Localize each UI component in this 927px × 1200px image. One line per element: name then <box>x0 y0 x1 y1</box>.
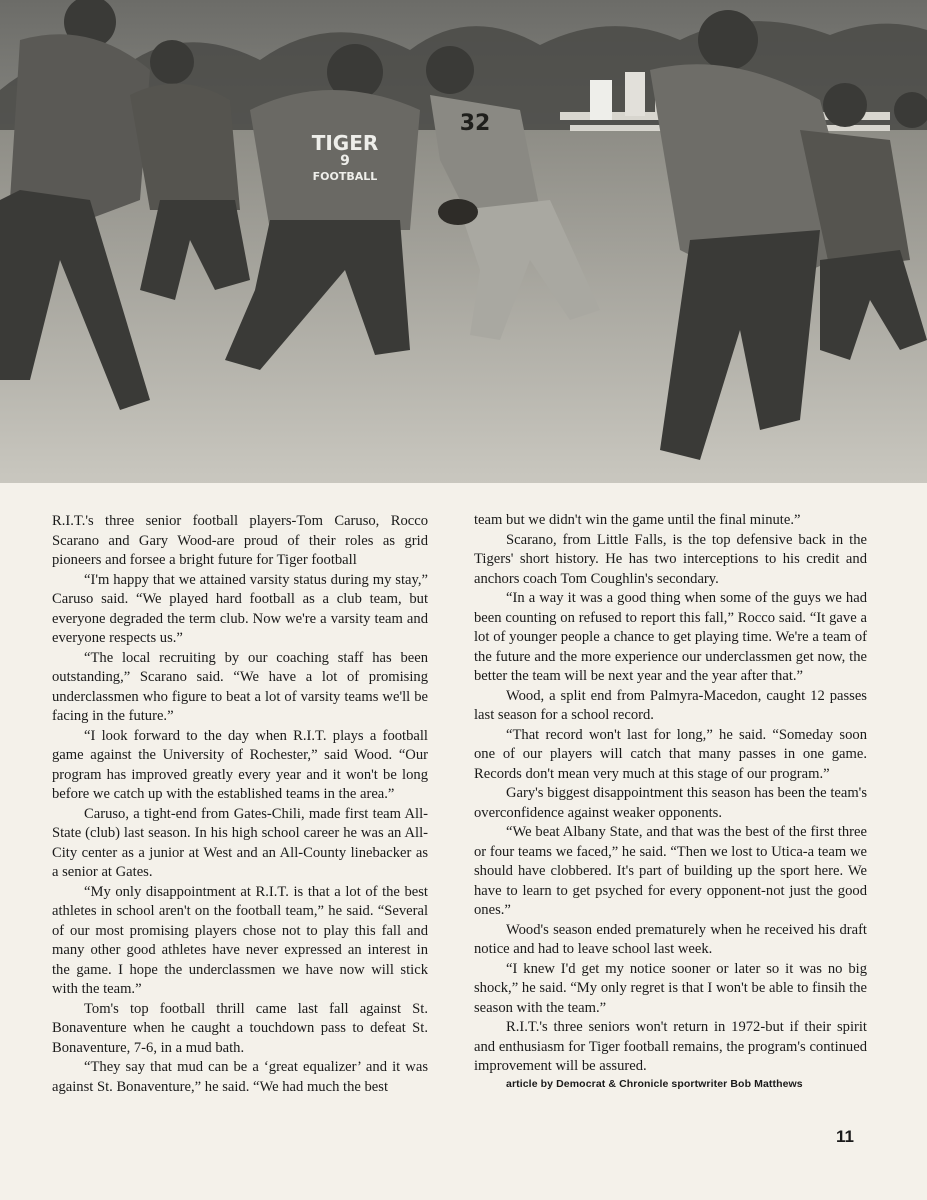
football-photo <box>0 0 927 483</box>
jersey-number: 9 <box>340 153 350 169</box>
article-paragraph: “That record won't last for long,” he said. “Someday soon one of our players will catch that many passes in one game. Records don't mean very much at this stage of our program.” <box>474 726 867 782</box>
article-paragraph: Gary's biggest disappointment this season has been the team's overconfidence against weaker opponents. <box>474 785 867 821</box>
article-paragraph: R.I.T.'s three seniors won't return in 1972-but if their spirit and enthusiasm for Tiger football remains, the program's continued improvement will be assured. <box>474 1019 867 1074</box>
article-paragraph: Caruso, a tight-end from Gates-Chili, made first team All-State (club) last season. In his high school career he was an All-City center as a junior at West and an All-County linebacker as a senior at Gates. <box>52 805 428 880</box>
jersey-text: TIGER <box>311 131 379 155</box>
article-paragraph: Wood, a split end from Palmyra-Macedon, caught 12 passes last season for a school record. <box>474 687 867 723</box>
article-paragraph: R.I.T.'s three senior football players-Tom Caruso, Rocco Scarano and Gary Wood-are proud of their roles as grid pioneers and forsee a bright future for Tiger football <box>52 513 428 568</box>
football-scrimmage-illustration <box>0 0 927 483</box>
article-paragraph: “In a way it was a good thing when some of the guys we had been counting on refused to report this fall,” Rocco said. “It gave a lot of younger people a chance to get playing time. We're a team of the future and the more experience our underclassmen get now, the better the team will be next year and the year after that.” <box>474 590 867 684</box>
article-paragraph: “I'm happy that we attained varsity status during my stay,” Caruso said. “We played hard football as a club team, but everyone degraded the term club. Now we're a varsity team and everyone respects us.” <box>52 571 428 646</box>
article-paragraph: “We beat Albany State, and that was the best of the first three or four teams we faced,” he said. “Then we lost to Utica-a team we should have clobbered. It's part of building up the sport here. We have to learn to get psyched for every opponent-not just the good ones.” <box>474 824 867 918</box>
article-paragraph: Scarano, from Little Falls, is the top defensive back in the Tigers' short history. He has two interceptions to his credit and anchors coach Tom Coughlin's secondary. <box>474 531 867 587</box>
runner-number: 32 <box>459 111 491 136</box>
article-paragraph: “I knew I'd get my notice sooner or later so it was no big shock,” he said. “My only regret is that I won't be able to finsih the season with the team.” <box>474 960 867 1016</box>
jersey-subtext: FOOTBALL <box>312 170 378 183</box>
article-paragraph: “I look forward to the day when R.I.T. plays a football game against the University of Rochester,” said Wood. “Our program has improved greatly every year and it won't be long before we catch up with the established teams in the area.” <box>52 727 428 802</box>
article-byline: article by Democrat & Chronicle sportwriter Bob Matthews <box>506 1077 803 1090</box>
article-column-left <box>52 512 428 1097</box>
article-paragraph: Tom's top football thrill came last fall against St. Bonaventure when he caught a touchdown pass to defeat St. Bonaventure, 7-6, in a mud bath. <box>52 1000 428 1056</box>
article-paragraph: “They say that mud can be a ‘great equalizer’ and it was against St. Bonaventure,” he said. “We had much the best <box>52 1059 428 1095</box>
article-paragraph: “My only disappointment at R.I.T. is that a lot of the best athletes in school aren't on the football team,” he said. “Several of our most promising players chose not to play this fall and many other good athletes have never expressed an interest in the game. I hope the underclassmen we have now will stick with the team.” <box>52 883 428 997</box>
article-paragraph-continued: team but we didn't win the game until the final minute.” <box>474 512 801 528</box>
article-paragraph: Wood's season ended prematurely when he received his draft notice and had to leave school last week. <box>474 921 867 957</box>
article-column-right <box>474 511 867 1091</box>
article-paragraph: “The local recruiting by our coaching staff has been outstanding,” Scarano said. “We have a lot of promising underclassmen who figure to beat a lot of varsity teams we'll be facing in the future.” <box>52 649 428 724</box>
page-number: 11 <box>836 1127 854 1146</box>
